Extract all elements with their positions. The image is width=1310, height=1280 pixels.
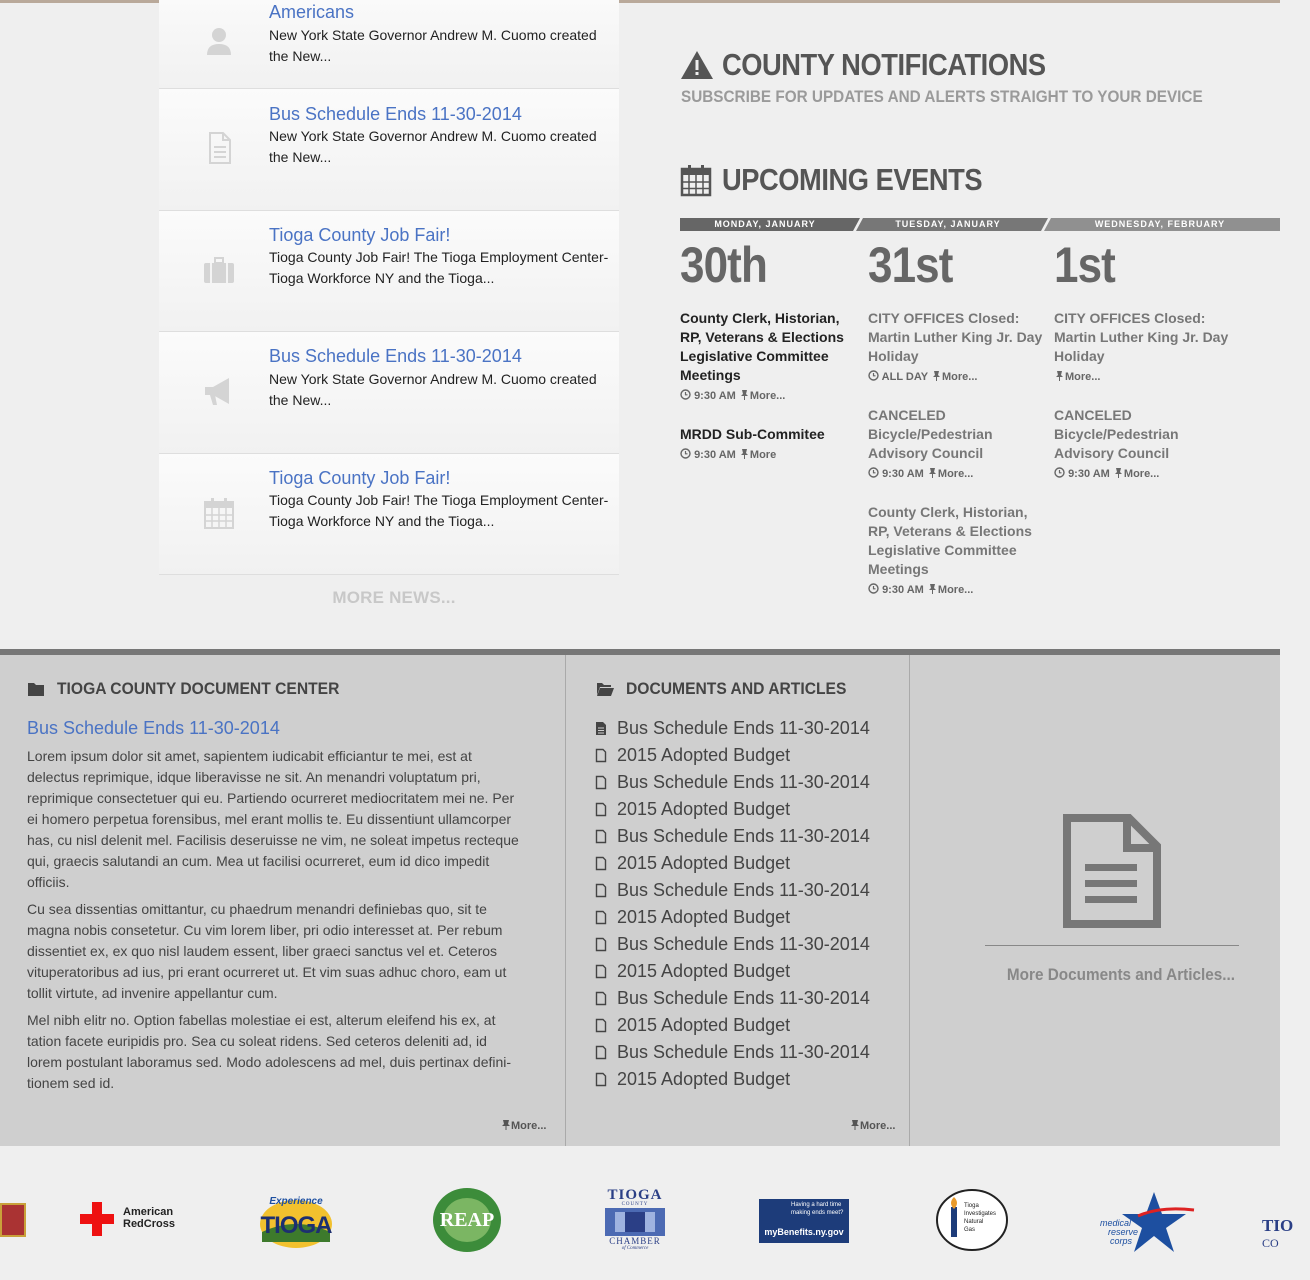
file-icon bbox=[595, 910, 607, 925]
documents-articles-panel bbox=[567, 655, 910, 1146]
chamber-sub: of Commerce bbox=[621, 1246, 649, 1251]
document-link[interactable] bbox=[595, 742, 870, 769]
partner-logo-medical-reserve-corps[interactable] bbox=[1098, 1186, 1198, 1256]
event-item[interactable] bbox=[868, 309, 1043, 383]
upcoming-events-heading bbox=[680, 162, 1018, 198]
documents-articles-title: DOCUMENTS AND ARTICLES bbox=[626, 679, 847, 698]
notifications-title: COUNTY NOTIFICATIONS bbox=[722, 47, 1046, 82]
document-title-link[interactable]: Bus Schedule Ends 11-30-2014 bbox=[27, 718, 280, 738]
document-label: 2015 Adopted Budget bbox=[617, 1069, 791, 1089]
folder-open-icon bbox=[596, 681, 614, 697]
clock-icon bbox=[868, 370, 879, 381]
event-time: 9:30 AM bbox=[694, 390, 736, 402]
red-cross-line: RedCross bbox=[123, 1218, 175, 1230]
document-link[interactable] bbox=[595, 904, 870, 931]
pin-icon bbox=[927, 467, 938, 478]
user-icon bbox=[201, 24, 237, 60]
document-body bbox=[27, 746, 522, 1100]
clock-icon bbox=[1054, 467, 1065, 478]
documents-articles-heading bbox=[596, 679, 866, 699]
document-center-panel bbox=[0, 655, 566, 1146]
event-item[interactable] bbox=[680, 309, 855, 402]
document-icon bbox=[1063, 814, 1161, 928]
document-link[interactable] bbox=[595, 823, 870, 850]
document-label: 2015 Adopted Budget bbox=[617, 961, 791, 981]
partner-logo-red-cross[interactable] bbox=[80, 1202, 180, 1236]
event-meta bbox=[680, 448, 855, 461]
day-label: TUESDAY, JANUARY bbox=[895, 219, 1001, 229]
document-label: Bus Schedule Ends 11-30-2014 bbox=[617, 772, 870, 792]
document-label: 2015 Adopted Budget bbox=[617, 907, 791, 927]
document-label: Bus Schedule Ends 11-30-2014 bbox=[617, 934, 870, 954]
document-label: Bus Schedule Ends 11-30-2014 bbox=[617, 826, 870, 846]
news-item[interactable] bbox=[159, 454, 619, 575]
file-text-icon bbox=[201, 130, 237, 166]
county-notifications-heading[interactable] bbox=[680, 47, 1090, 83]
clock-icon bbox=[680, 448, 691, 459]
file-icon bbox=[595, 964, 607, 979]
event-more-link[interactable]: More bbox=[749, 449, 777, 461]
ting-line: Natural bbox=[964, 1219, 984, 1225]
clock-icon bbox=[680, 389, 691, 400]
bullhorn-icon bbox=[201, 373, 237, 409]
document-label: 2015 Adopted Budget bbox=[617, 799, 791, 819]
event-more-link[interactable]: More... bbox=[937, 584, 974, 596]
news-item[interactable] bbox=[159, 211, 619, 332]
file-text-icon bbox=[595, 721, 607, 736]
file-icon bbox=[595, 991, 607, 1006]
experience-tioga-main: TIOGA bbox=[260, 1212, 332, 1239]
news-excerpt: New York State Governor Andrew M. Cuomo created the New... bbox=[269, 27, 597, 64]
calendar-icon bbox=[201, 495, 237, 531]
document-label: Bus Schedule Ends 11-30-2014 bbox=[617, 988, 870, 1008]
partner-logo-reap[interactable] bbox=[432, 1187, 502, 1253]
experience-tioga-top: Experience bbox=[269, 1196, 323, 1207]
document-label: 2015 Adopted Budget bbox=[617, 853, 791, 873]
benefits-line: making ends meet? bbox=[791, 1210, 844, 1216]
document-link[interactable] bbox=[595, 715, 870, 742]
document-label: Bus Schedule Ends 11-30-2014 bbox=[617, 880, 870, 900]
day-number: 1st bbox=[1054, 237, 1115, 293]
file-icon bbox=[595, 775, 607, 790]
news-excerpt: New York State Governor Andrew M. Cuomo created the New... bbox=[269, 128, 597, 165]
document-label: 2015 Adopted Budget bbox=[617, 745, 791, 765]
event-meta bbox=[680, 389, 855, 402]
document-link[interactable] bbox=[595, 985, 870, 1012]
event-title[interactable]: County Clerk, Historian, RP, Veterans & Elections Legislative Committee Meetings bbox=[680, 310, 844, 383]
chamber-building-icon bbox=[605, 1208, 665, 1236]
document-link[interactable] bbox=[595, 769, 870, 796]
event-title[interactable]: CITY OFFICES Closed: Martin Luther King Jr. Day Holiday bbox=[868, 310, 1043, 364]
event-title[interactable]: CANCELED Bicycle/Pedestrian Advisory Council bbox=[868, 407, 993, 461]
ting-line: Tioga bbox=[964, 1203, 979, 1209]
more-label: More... bbox=[860, 1120, 896, 1132]
pin-icon bbox=[1054, 370, 1065, 381]
news-excerpt: Tioga County Job Fair! The Tioga Employment Center-Tioga Workforce NY and the Tioga... bbox=[269, 249, 609, 286]
more-news-link[interactable]: MORE NEWS... bbox=[332, 588, 456, 607]
news-item[interactable] bbox=[159, 89, 619, 211]
file-icon bbox=[595, 856, 607, 871]
document-center-title: TIOGA COUNTY DOCUMENT CENTER bbox=[57, 679, 340, 698]
documents-band bbox=[0, 649, 1280, 1146]
more-documents-panel bbox=[911, 655, 1280, 1146]
news-list bbox=[159, 0, 619, 640]
partial-logo-text: TIO bbox=[1262, 1216, 1294, 1235]
pin-icon bbox=[739, 389, 750, 400]
events-title: UPCOMING EVENTS bbox=[722, 162, 983, 197]
event-time: 9:30 AM bbox=[1068, 468, 1110, 480]
event-title[interactable]: MRDD Sub-Commitee bbox=[680, 426, 825, 442]
file-icon bbox=[595, 802, 607, 817]
red-cross-line: American bbox=[123, 1206, 174, 1218]
file-icon bbox=[595, 1072, 607, 1087]
file-icon bbox=[595, 1018, 607, 1033]
news-title[interactable]: Tioga County Job Fair! bbox=[269, 225, 451, 245]
divider bbox=[985, 945, 1239, 946]
reap-text: REAP bbox=[439, 1209, 495, 1231]
more-label: More... bbox=[511, 1120, 547, 1132]
file-icon bbox=[595, 883, 607, 898]
document-center-more-link[interactable] bbox=[501, 1119, 546, 1132]
event-more-link[interactable]: More... bbox=[941, 371, 978, 383]
news-title[interactable]: Americans bbox=[269, 2, 355, 22]
news-excerpt: Tioga County Job Fair! The Tioga Employment Center-Tioga Workforce NY and the Tioga... bbox=[269, 492, 609, 529]
calendar-icon bbox=[680, 164, 714, 196]
benefits-line: Having a hard time bbox=[791, 1202, 842, 1208]
day-label: MONDAY, JANUARY bbox=[714, 219, 816, 229]
event-more-link[interactable]: More... bbox=[1065, 371, 1101, 383]
chamber-county: COUNTY bbox=[621, 1202, 649, 1207]
day-label: WEDNESDAY, FEBRUARY bbox=[1094, 219, 1226, 229]
day-number: 30th bbox=[680, 237, 767, 293]
partial-logo-text: CO bbox=[1262, 1236, 1279, 1250]
document-paragraph: Cu sea dissentias omittantur, cu phaedrum menandri definiebas quo, sit te magna nobis consetetur. Cu vim lorem liber, pri odio interesset at. Per rebum dissentiet ex, ex quo nisl laudem essent, liber graeci sanctus vel et. Ceteros vituperatoribus ad ius, pri erant ocurreret ut. Et vim suas adhuc choro, eam ut tollit virtute, ad invenire appellantur cum. bbox=[27, 901, 507, 1001]
partner-logo-ting[interactable] bbox=[936, 1189, 1008, 1251]
notifications-subtitle[interactable]: SUBSCRIBE FOR UPDATES AND ALERTS STRAIGHT TO YOUR DEVICE bbox=[681, 87, 1203, 106]
pin-icon bbox=[1113, 467, 1124, 478]
news-item[interactable] bbox=[159, 332, 619, 454]
file-icon bbox=[595, 829, 607, 844]
event-more-link[interactable]: More... bbox=[749, 390, 786, 402]
event-item[interactable] bbox=[1054, 309, 1229, 383]
documents-list bbox=[595, 715, 870, 1093]
partner-logo-mybenefits[interactable] bbox=[759, 1199, 849, 1243]
event-title[interactable]: County Clerk, Historian, RP, Veterans & Elections Legislative Committee Meetings bbox=[868, 504, 1032, 577]
document-link[interactable] bbox=[595, 796, 870, 823]
event-meta bbox=[868, 370, 1043, 383]
partner-logo-partial-left[interactable] bbox=[0, 1203, 26, 1237]
event-title[interactable]: CANCELED Bicycle/Pedestrian Advisory Council bbox=[1054, 407, 1179, 461]
document-link[interactable] bbox=[595, 958, 870, 985]
event-item[interactable] bbox=[868, 503, 1043, 596]
more-documents-link[interactable]: More Documents and Articles... bbox=[1006, 965, 1236, 984]
event-meta bbox=[1054, 370, 1229, 383]
file-icon bbox=[595, 937, 607, 952]
pin-icon bbox=[850, 1119, 860, 1130]
briefcase-icon bbox=[201, 252, 237, 288]
clock-icon bbox=[868, 467, 879, 478]
event-meta bbox=[868, 467, 1043, 480]
chamber-main: CHAMBER bbox=[609, 1236, 661, 1246]
pin-icon bbox=[927, 583, 938, 594]
partner-logo-partial-right[interactable] bbox=[1262, 1216, 1294, 1256]
news-title[interactable]: Bus Schedule Ends 11-30-2014 bbox=[269, 104, 522, 124]
news-title[interactable]: Bus Schedule Ends 11-30-2014 bbox=[269, 346, 522, 366]
pin-icon bbox=[739, 448, 750, 459]
ting-line: Investigates bbox=[964, 1211, 997, 1217]
event-time: 9:30 AM bbox=[882, 468, 924, 480]
file-icon bbox=[595, 1045, 607, 1060]
event-more-link[interactable]: More... bbox=[937, 468, 974, 480]
news-item[interactable] bbox=[159, 0, 619, 89]
event-time: 9:30 AM bbox=[694, 449, 736, 461]
benefits-url: myBenefits.ny.gov bbox=[764, 1227, 844, 1237]
document-label: Bus Schedule Ends 11-30-2014 bbox=[617, 1042, 870, 1062]
event-meta bbox=[1054, 467, 1229, 480]
right-column bbox=[680, 0, 1280, 648]
news-title[interactable]: Tioga County Job Fair! bbox=[269, 468, 451, 488]
pin-icon bbox=[931, 370, 942, 381]
document-label: 2015 Adopted Budget bbox=[617, 1015, 791, 1035]
mrc-line: corps bbox=[1110, 1236, 1133, 1246]
document-link[interactable] bbox=[595, 1039, 870, 1066]
documents-articles-more-link[interactable] bbox=[850, 1119, 895, 1132]
document-link[interactable] bbox=[595, 877, 870, 904]
document-link[interactable] bbox=[595, 1012, 870, 1039]
document-paragraph: Lorem ipsum dolor sit amet, sapientem iudicabit efficiantur te mei, est at delectus reprimique, idque liberavisse ne sit. An menandri voluptatum pri, reprimique consectetuer qui eu. Partiendo ocurreret mediocritatem mei ne. Per ei homero perpetua forensibus, mel erant mollis te. Eu dissentiunt ullamcorper has, cu nisl delenit mel. Facilisis deseruisse ne vim, ne soleat impetus recteque qui, graecis salutandi an cum. Mea ut facilisi ocurreret, eum id dico impedit officiis. bbox=[27, 748, 519, 890]
document-paragraph: Mel nibh elitr no. Option fabellas molestiae ei est, alterum eleifend his ex, at tation facete euripidis pro. Sea cu soleat ridens. Sed ceteros deleniti ad, id lorem postulant laboramus sed. Modo adolescens ad mel, duis pertinax defini-tionem sed id. bbox=[27, 1012, 512, 1091]
ting-line: Gas bbox=[964, 1227, 976, 1233]
document-link[interactable] bbox=[595, 850, 870, 877]
partner-logos bbox=[0, 1146, 1294, 1280]
mrc-line: reserve bbox=[1108, 1227, 1139, 1237]
event-item[interactable] bbox=[1054, 406, 1229, 480]
day-number: 31st bbox=[868, 237, 953, 293]
document-link[interactable] bbox=[595, 1066, 870, 1093]
event-time: 9:30 AM bbox=[882, 584, 924, 596]
event-item[interactable] bbox=[680, 425, 855, 461]
document-link[interactable] bbox=[595, 931, 870, 958]
clock-icon bbox=[868, 583, 879, 594]
event-more-link[interactable]: More... bbox=[1123, 468, 1160, 480]
warning-icon bbox=[680, 49, 714, 81]
event-meta bbox=[868, 583, 1043, 596]
chamber-top: TIOGA bbox=[607, 1187, 663, 1203]
mrc-line: medical bbox=[1100, 1218, 1132, 1228]
folder-icon bbox=[27, 681, 45, 697]
pin-icon bbox=[501, 1119, 511, 1130]
partner-logo-chamber[interactable] bbox=[600, 1188, 670, 1252]
event-title[interactable]: CITY OFFICES Closed: Martin Luther King Jr. Day Holiday bbox=[1054, 310, 1229, 364]
news-excerpt: New York State Governor Andrew M. Cuomo created the New... bbox=[269, 371, 597, 408]
event-time: ALL DAY bbox=[881, 371, 928, 383]
document-center-heading bbox=[27, 679, 364, 699]
file-icon bbox=[595, 748, 607, 763]
event-item[interactable] bbox=[868, 406, 1043, 480]
partner-logo-experience-tioga[interactable] bbox=[258, 1192, 334, 1250]
document-label: Bus Schedule Ends 11-30-2014 bbox=[617, 718, 870, 738]
